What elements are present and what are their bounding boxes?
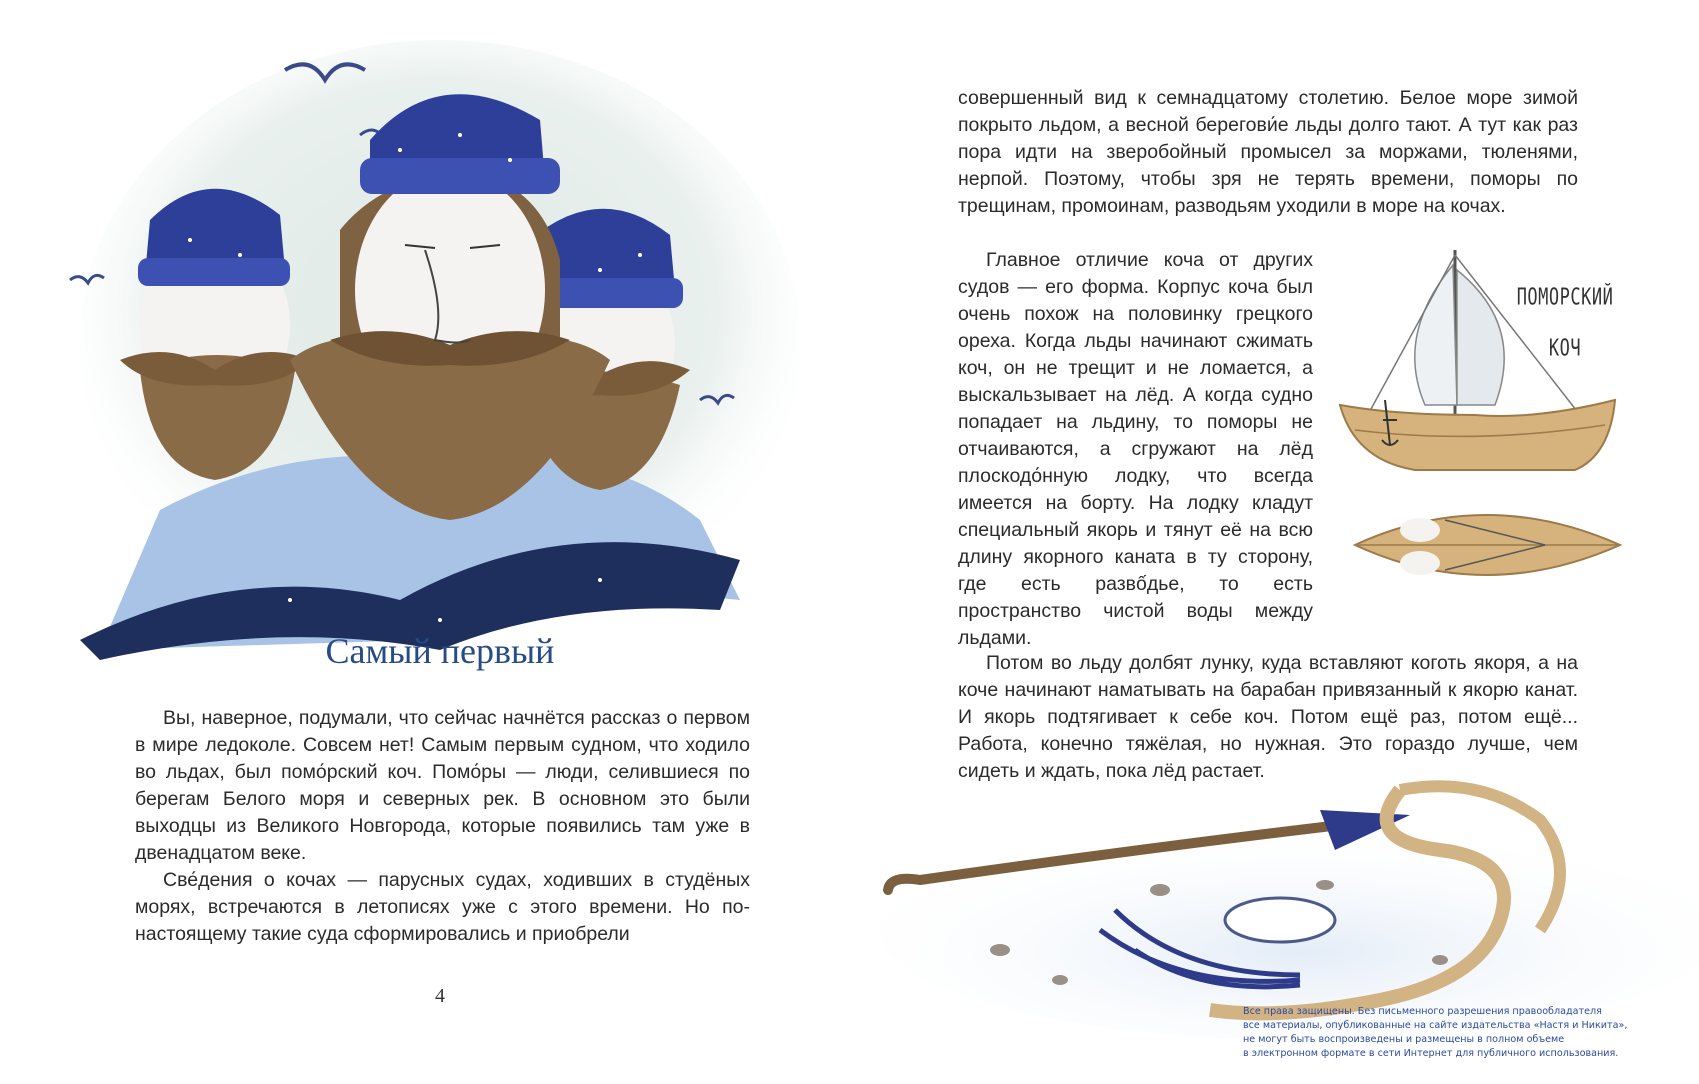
- left-page-text: [135, 705, 750, 948]
- copyright-line4: в электронном формате в сети Интернет для публичного использования.: [1243, 1048, 1619, 1059]
- paragraph-1: Вы, наверное, подумали, что сейчас начнётся рассказ о первом в мире ледоколе. Совсем нет! Самым первым судном, что ходило во льдах, был помо́рский коч. Помо́ры — люди, селившиеся по берегам Белого моря и северных рек. В основном это были выходцы из Великого Новгорода, которые появились там уже в двенадцатом веке.: [135, 707, 750, 864]
- right-page-text-bottom: [958, 650, 1578, 785]
- copyright-notice: [1243, 1005, 1683, 1061]
- harpoon-anchor-illustration: [880, 780, 1699, 1040]
- pomors-illustration: [40, 40, 800, 670]
- paragraph-2: Све́дения о кочах — парусных судах, ходивших в студёных морях, встречаются в летописях уже с этого времени. Но по-настоящему такие суда сформировались и приобрели: [135, 869, 750, 945]
- koch-caption: [1510, 272, 1620, 375]
- copyright-line1: Все права защищены. Без письменного разрешения правообладателя: [1243, 1006, 1602, 1017]
- right-page-text-middle: [958, 247, 1313, 652]
- copyright-line2: все материалы, опубликованные на сайте издательства «Настя и Никита»,: [1243, 1020, 1628, 1031]
- right-page-text-top: [958, 85, 1578, 220]
- paragraph-3: совершенный вид к семнадцатому столетию. Белое море зимой покрыто льдом, а весной берегови́е льды долго тают. А тут как раз пора идти на зверобойный промысел за моржами, тюленями, нерпой. Поэтому, чтобы зря не терять времени, поморы по трещинам, промоинам, разводьям уходили в море на кочах.: [958, 87, 1578, 217]
- copyright-line3: не могут быть воспроизведены и размещены в полном объеме: [1243, 1034, 1565, 1045]
- chapter-heading: Самый первый: [325, 631, 555, 671]
- page-number: 4: [435, 985, 445, 1007]
- paragraph-5: Потом во льду долбят лунку, куда вставляют коготь якоря, а на коче начинают наматывать на барабан привязанный к якорю канат. И якорь подтягивает к себе коч. Потом ещё раз, потом ещё... Работа, конечно тяжёлая, но нужная. Это гораздо лучше, чем сидеть и ждать, пока лёд растает.: [958, 652, 1578, 782]
- koch-caption-line1: ПОМОРСКИЙ: [1516, 284, 1614, 312]
- koch-caption-line2: КОЧ: [1548, 335, 1582, 363]
- paragraph-4: Главное отличие коча от других судов — его форма. Корпус коча был очень похож на половинку грецкого ореха. Когда льды начинают сжимать коч, он не трещит и не ломается, а выскальзывает на лёд. А когда судно попадает на льдину, то поморы не отчаиваются, а сгружают на лёд плоскодо́нную лодку, что всегда имеется на борту. На лодку кладут специальный якорь и тянут её на всю длину якорного каната в ту сторону, где есть развốдье, то есть пространство чистой воды между льдами.: [958, 249, 1313, 649]
